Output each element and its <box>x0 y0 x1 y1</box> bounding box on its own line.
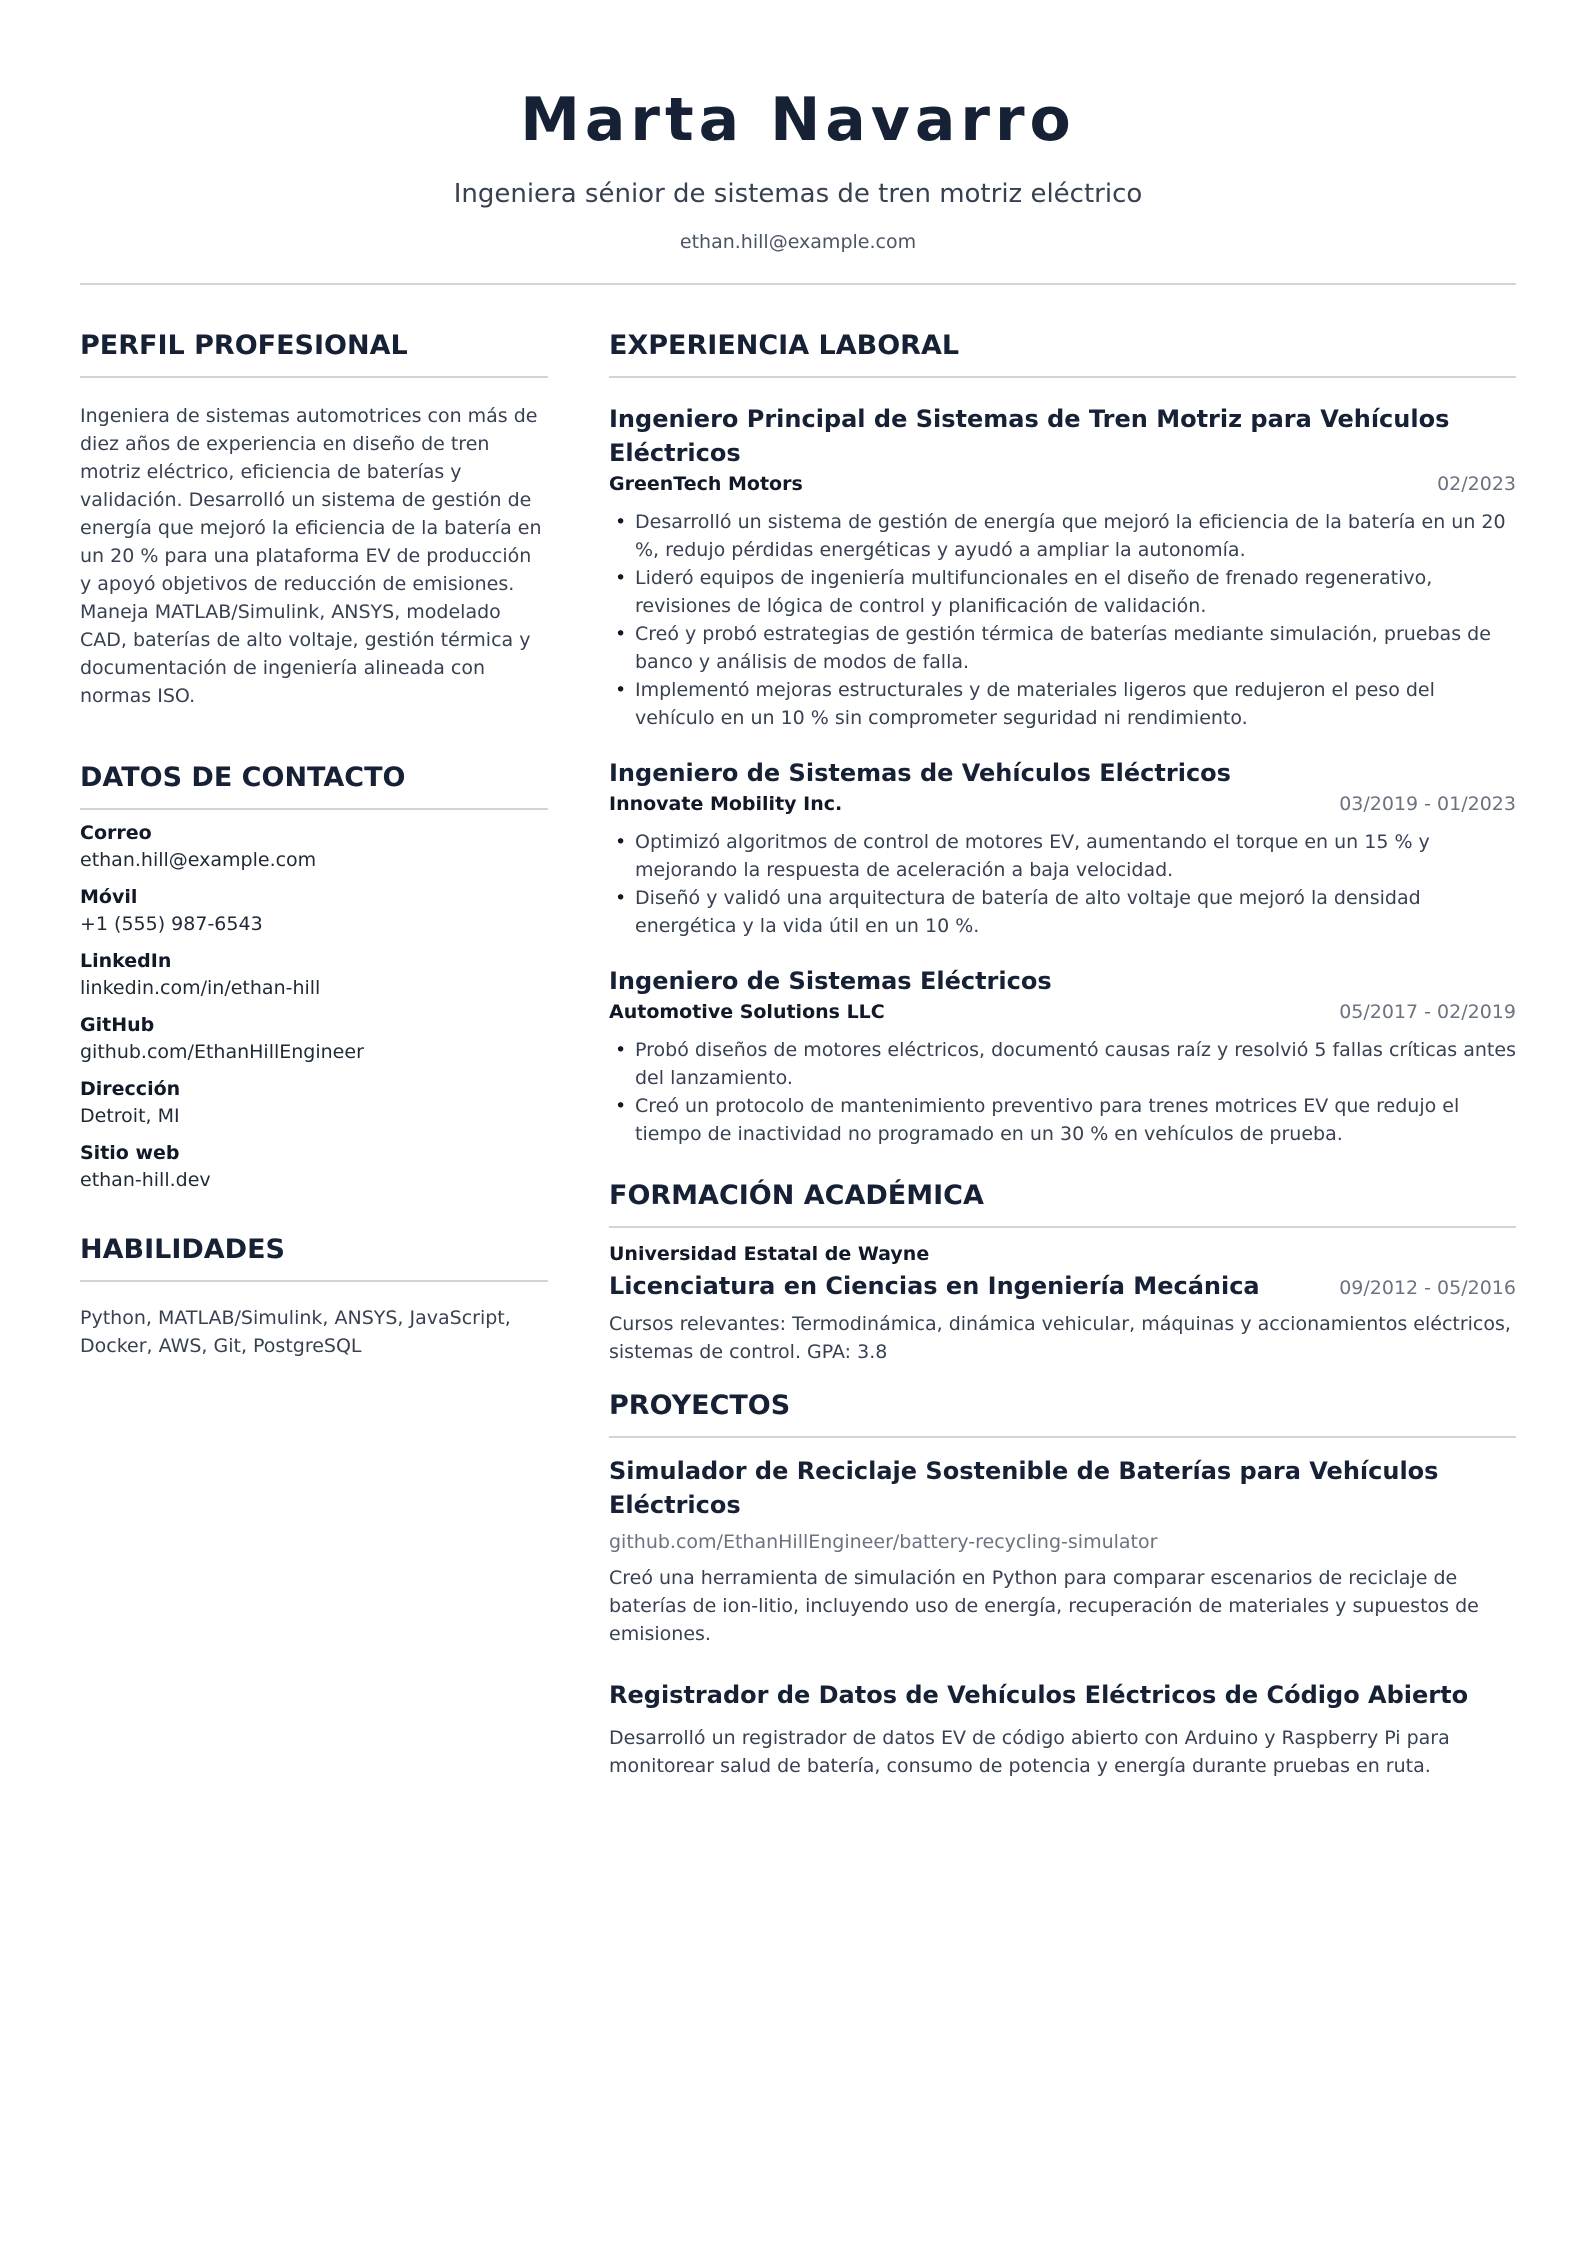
job-company: Innovate Mobility Inc. <box>609 793 843 815</box>
job-meta <box>609 790 1516 818</box>
contact-item-website <box>80 1140 548 1194</box>
job-company: Automotive Solutions LLC <box>609 1001 885 1023</box>
bullet-item: • Probó diseños de motores eléctricos, documentó causas raíz y resolvió 5 fallas críticas antes del lanzamiento. <box>609 1036 1516 1092</box>
job-date: 05/2017 - 02/2019 <box>1339 1001 1516 1023</box>
project-title: Simulador de Reciclaje Sostenible de Baterías para Vehículos Eléctricos <box>609 1457 1439 1519</box>
bullet-item: • Desarrolló un sistema de gestión de energía que mejoró la eficiencia de la batería en un 20 %, redujo pérdidas energéticas y ayudó a ampliar la autonomía. <box>609 508 1516 564</box>
header-divider <box>80 283 1516 285</box>
bullet-item: • Creó y probó estrategias de gestión térmica de baterías mediante simulación, pruebas de banco y análisis de modos de falla. <box>609 620 1516 676</box>
job-bullets <box>609 1036 1516 1148</box>
section-heading: FORMACIÓN ACADÉMICA <box>609 1180 984 1211</box>
education-date: 09/2012 - 05/2016 <box>1339 1277 1516 1299</box>
job-meta <box>609 998 1516 1026</box>
candidate-title: Ingeniera sénior de sistemas de tren motriz eléctrico <box>453 179 1143 209</box>
project-description: Desarrolló un registrador de datos EV de código abierto con Arduino y Raspberry Pi para monitorear salud de batería, consumo de potencia y energía durante pruebas en ruta. <box>609 1727 1450 1777</box>
project-description: Creó una herramienta de simulación en Python para comparar escenarios de reciclaje de baterías de ion-litio, incluyendo uso de energía, recuperación de materiales y supuestos de emisiones. <box>609 1567 1479 1645</box>
contact-label: Sitio web <box>80 1142 180 1164</box>
experience-section <box>609 326 1516 1148</box>
skills-text: Python, MATLAB/Simulink, ANSYS, JavaScript, Docker, AWS, Git, PostgreSQL <box>80 1307 511 1357</box>
project-entry <box>609 1678 1516 1780</box>
job-date: 02/2023 <box>1437 473 1516 495</box>
contact-value-linkedin[interactable]: linkedin.com/in/ethan-hill <box>80 977 321 999</box>
education-row <box>609 1268 1516 1304</box>
contact-label: Dirección <box>80 1078 181 1100</box>
contact-label: GitHub <box>80 1014 155 1036</box>
contact-item-github <box>80 1012 548 1066</box>
section-divider <box>80 808 548 810</box>
section-heading: DATOS DE CONTACTO <box>80 762 406 793</box>
profile-text: Ingeniera de sistemas automotrices con más de diez años de experiencia en diseño de tren motriz eléctrico, eficiencia de baterías y validación. Desarrolló un sistema de gestión de energía que mejoró la eficiencia de la batería en un 20 % para una plataforma EV de producción y apoyó objetivos de reducción de emisiones. Maneja MATLAB/Simulink, ANSYS, modelado CAD, baterías de alto voltaje, gestión térmica y documentación de ingeniería alineada con normas ISO. <box>80 405 542 707</box>
job-bullets <box>609 508 1516 732</box>
resume-header <box>80 78 1516 256</box>
education-section <box>609 1176 1516 1366</box>
job-meta <box>609 470 1516 498</box>
contact-item-email <box>80 820 548 874</box>
section-divider <box>609 376 1516 378</box>
left-column <box>80 326 548 1360</box>
right-column <box>609 326 1516 1780</box>
project-title: Registrador de Datos de Vehículos Eléctricos de Código Abierto <box>609 1681 1469 1709</box>
job-title: Ingeniero de Sistemas de Vehículos Eléctricos <box>609 759 1231 787</box>
skills-section <box>80 1230 548 1360</box>
bullet-item: • Diseñó y validó una arquitectura de batería de alto voltaje que mejoró la densidad energética y la vida útil en un 10 %. <box>609 884 1516 940</box>
section-heading: HABILIDADES <box>80 1234 285 1265</box>
contact-value-phone: +1 (555) 987-6543 <box>80 913 263 935</box>
contact-value-address: Detroit, MI <box>80 1105 180 1127</box>
job-title: Ingeniero Principal de Sistemas de Tren Motriz para Vehículos Eléctricos <box>609 405 1450 467</box>
section-divider <box>609 1436 1516 1438</box>
contact-label: LinkedIn <box>80 950 172 972</box>
projects-section <box>609 1386 1516 1780</box>
section-heading: PERFIL PROFESIONAL <box>80 330 408 361</box>
job-company: GreenTech Motors <box>609 473 803 495</box>
contact-item-phone <box>80 884 548 938</box>
project-link[interactable]: github.com/EthanHillEngineer/battery-recycling-simulator <box>609 1531 1158 1553</box>
contact-item-address <box>80 1076 548 1130</box>
contact-label: Correo <box>80 822 152 844</box>
education-degree: Licenciatura en Ciencias en Ingeniería Mecánica <box>609 1272 1260 1300</box>
education-description: Cursos relevantes: Termodinámica, dinámica vehicular, máquinas y accionamientos eléctricos, sistemas de control. GPA: 3.8 <box>609 1313 1511 1363</box>
section-divider <box>80 1280 548 1282</box>
contact-item-linkedin <box>80 948 548 1002</box>
contact-list <box>80 820 548 1194</box>
bullet-item: • Creó un protocolo de mantenimiento preventivo para trenes motrices EV que redujo el tiempo de inactividad no programado en un 30 % en vehículos de prueba. <box>609 1092 1516 1148</box>
section-heading: PROYECTOS <box>609 1390 791 1421</box>
contact-value-website[interactable]: ethan-hill.dev <box>80 1169 211 1191</box>
project-entry <box>609 1454 1516 1648</box>
bullet-item: • Implementó mejoras estructurales y de materiales ligeros que redujeron el peso del vehículo en un 10 % sin comprometer seguridad ni rendimiento. <box>609 676 1516 732</box>
section-heading: EXPERIENCIA LABORAL <box>609 330 960 361</box>
education-school: Universidad Estatal de Wayne <box>609 1243 930 1265</box>
section-divider <box>80 376 548 378</box>
contact-value-github[interactable]: github.com/EthanHillEngineer <box>80 1041 364 1063</box>
contact-value-email[interactable]: ethan.hill@example.com <box>80 849 317 871</box>
job-date: 03/2019 - 01/2023 <box>1339 793 1516 815</box>
job-entry <box>609 402 1516 732</box>
job-entry <box>609 964 1516 1148</box>
bullet-item: • Lideró equipos de ingeniería multifuncionales en el diseño de frenado regenerativo, revisiones de lógica de control y planificación de validación. <box>609 564 1516 620</box>
header-email: ethan.hill@example.com <box>679 231 917 253</box>
bullet-item: • Optimizó algoritmos de control de motores EV, aumentando el torque en un 15 % y mejorando la respuesta de aceleración a baja velocidad. <box>609 828 1516 884</box>
job-title: Ingeniero de Sistemas Eléctricos <box>609 967 1052 995</box>
job-bullets <box>609 828 1516 940</box>
contact-section <box>80 758 548 1194</box>
section-divider <box>609 1226 1516 1228</box>
job-entry <box>609 756 1516 940</box>
candidate-name: Marta Navarro <box>520 85 1076 155</box>
profile-section <box>80 326 548 710</box>
contact-label: Móvil <box>80 886 138 908</box>
